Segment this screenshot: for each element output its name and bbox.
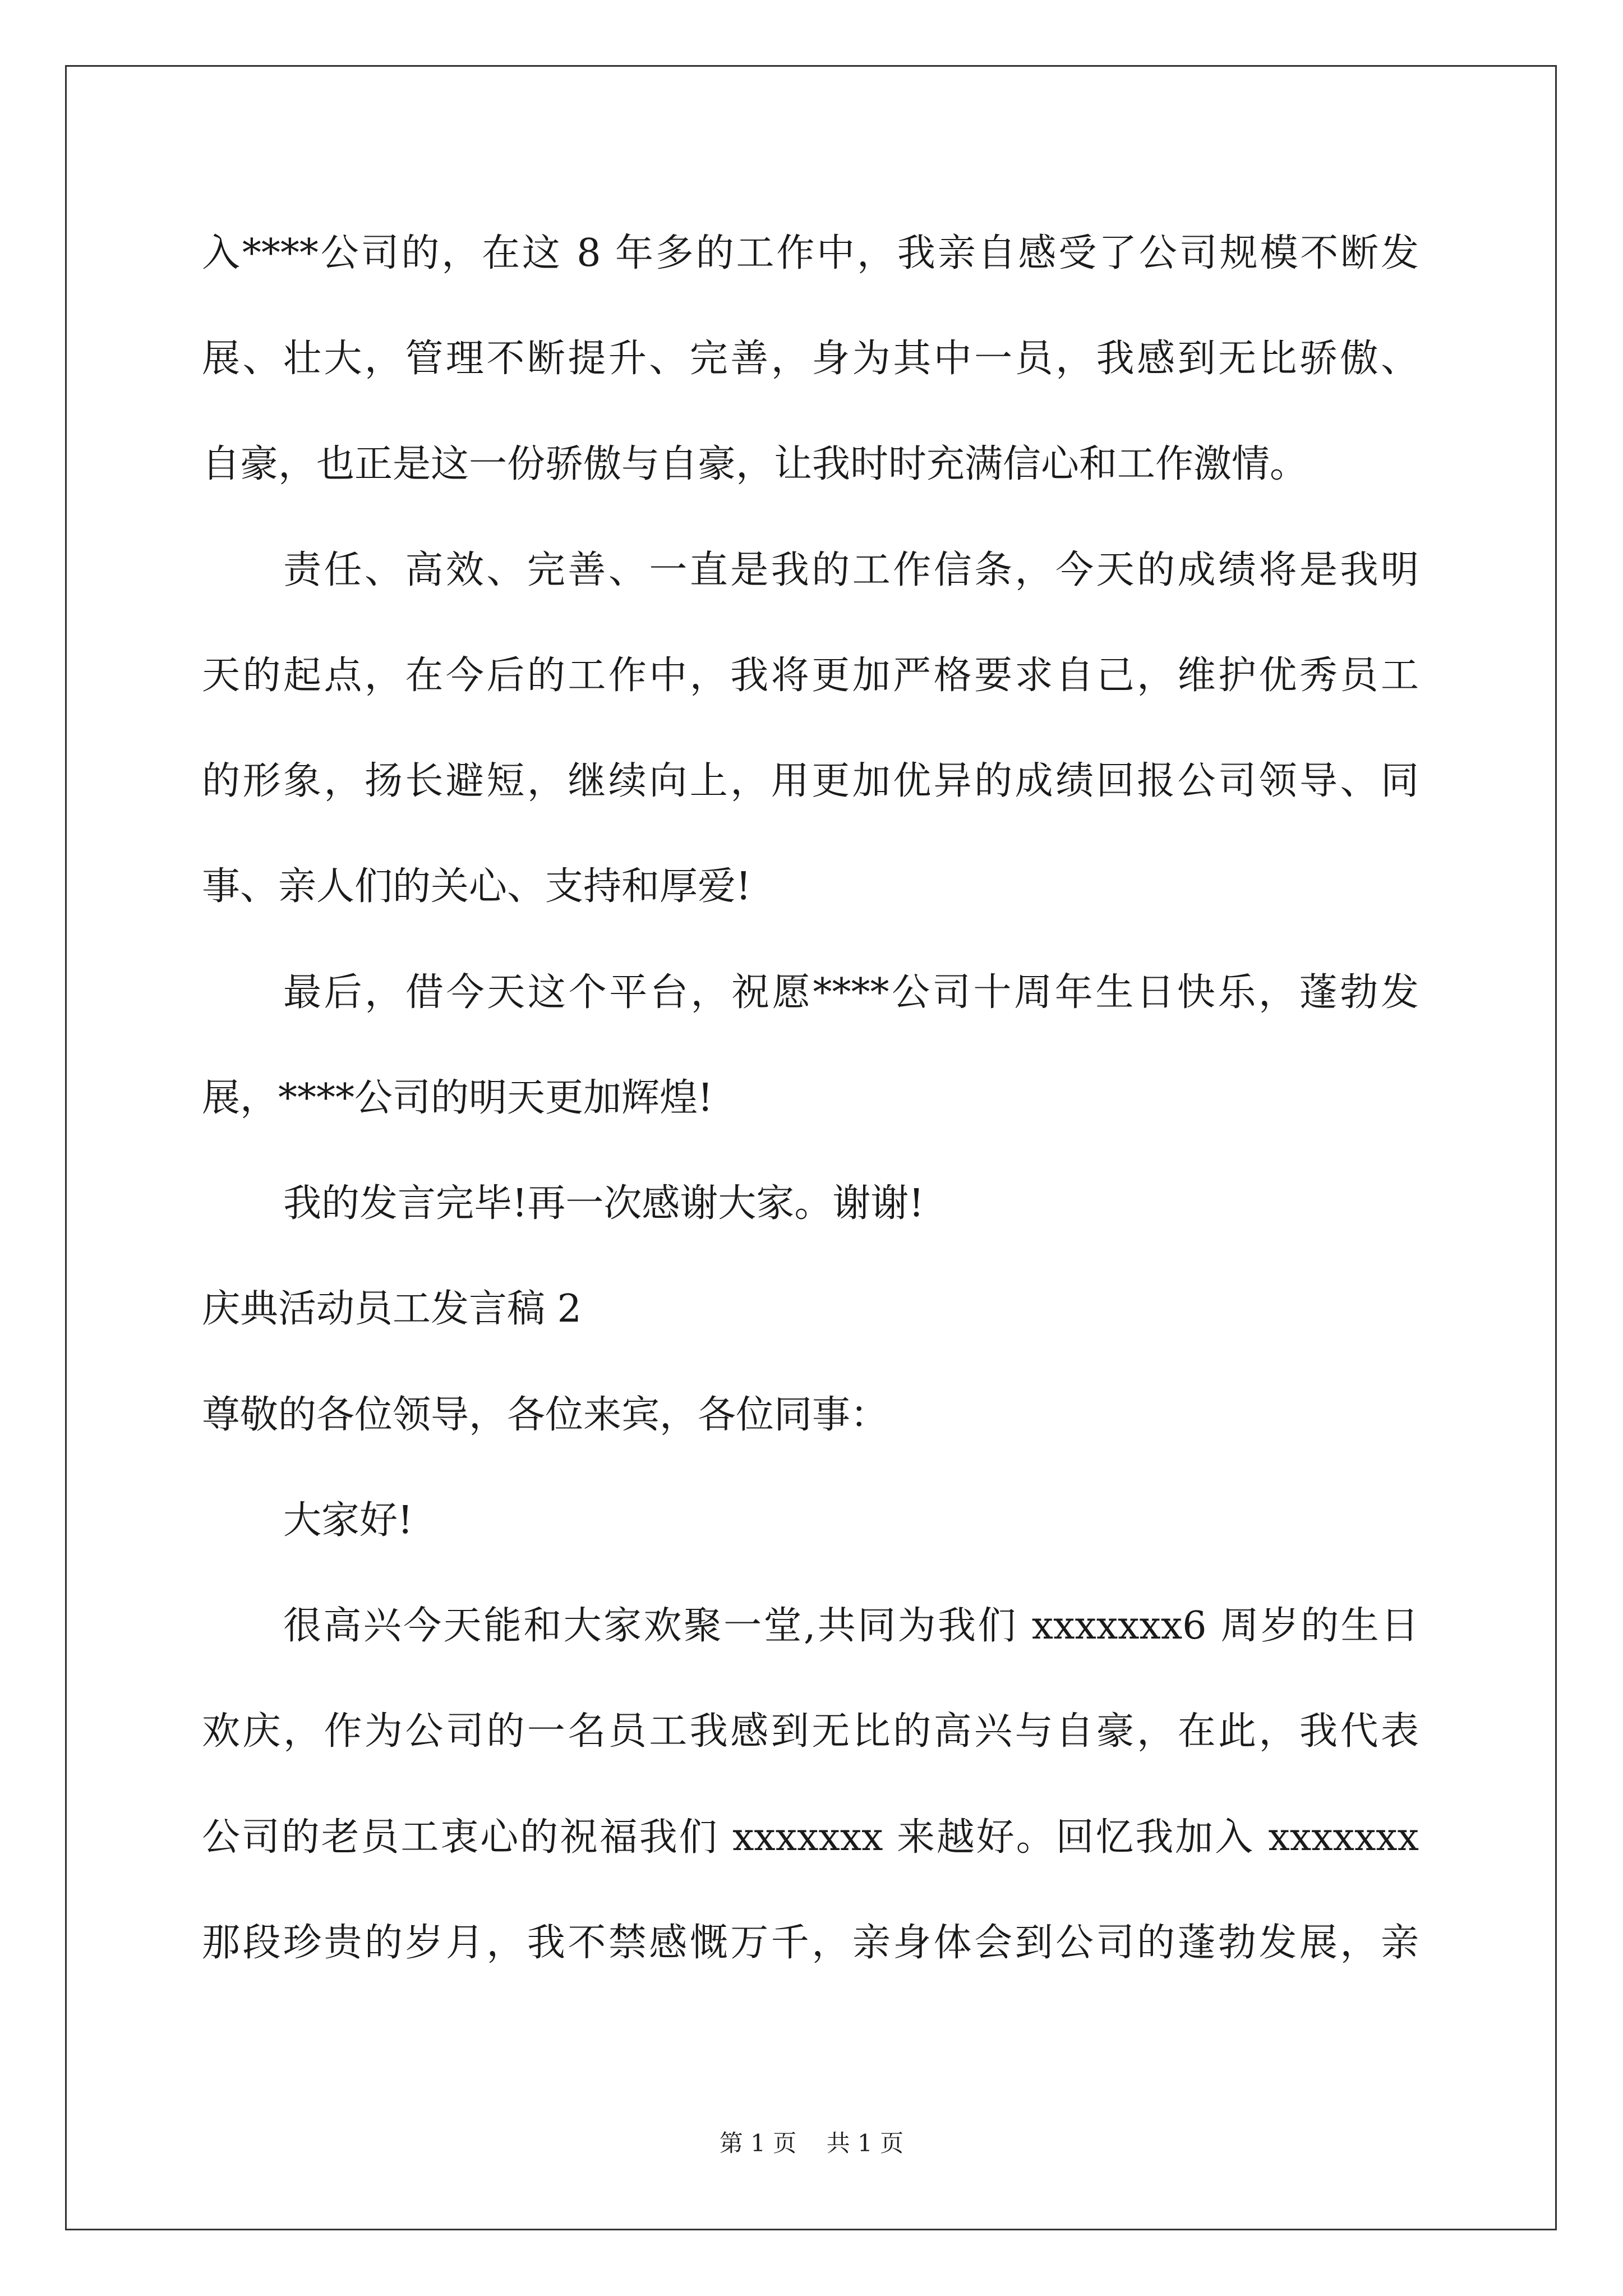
text-line: 那段珍贵的岁月，我不禁感慨万千，亲身体会到公司的蓬勃发展，亲 — [202, 1921, 1419, 1965]
paragraph-first-line: 责任、高效、完善、一直是我的工作信条，今天的成绩将是我明 — [283, 548, 1419, 592]
paragraph-first-line: 我的发言完毕!再一次感谢大家。谢谢! — [283, 1181, 924, 1226]
page-footer: 第 1 页 共 1 页 — [719, 2129, 904, 2157]
text-line: 的形象，扬长避短，继续向上，用更加优异的成绩回报公司领导、同 — [202, 759, 1419, 803]
text-line: 公司的老员工衷心的祝福我们 xxxxxxx 来越好。回忆我加入 xxxxxxx — [202, 1815, 1419, 1860]
text-line: 自豪，也正是这一份骄傲与自豪，让我时时充满信心和工作激情。 — [202, 442, 1308, 486]
text-line: 入****公司的，在这 8 年多的工作中，我亲自感受了公司规模不断发 — [202, 231, 1419, 275]
text-line: 展、壮大，管理不断提升、完善，身为其中一员，我感到无比骄傲、 — [202, 337, 1419, 381]
paragraph-first-line: 最后，借今天这个平台，祝愿****公司十周年生日快乐，蓬勃发 — [283, 970, 1419, 1015]
salutation: 尊敬的各位领导，各位来宾，各位同事： — [202, 1393, 889, 1437]
paragraph-first-line: 很高兴今天能和大家欢聚一堂,共同为我们 xxxxxxx6 周岁的生日 — [283, 1604, 1419, 1648]
text-line: 事、亲人们的关心、支持和厚爱! — [202, 864, 751, 909]
page-border — [65, 65, 1557, 2230]
section-heading: 庆典活动员工发言稿 2 — [202, 1287, 582, 1331]
text-line: 天的起点，在今后的工作中，我将更加严格要求自己，维护优秀员工 — [202, 654, 1419, 698]
text-line: 欢庆，作为公司的一名员工我感到无比的高兴与自豪，在此，我代表 — [202, 1709, 1419, 1754]
text-line: 展，****公司的明天更加辉煌! — [202, 1076, 713, 1120]
greeting: 大家好! — [283, 1498, 413, 1543]
